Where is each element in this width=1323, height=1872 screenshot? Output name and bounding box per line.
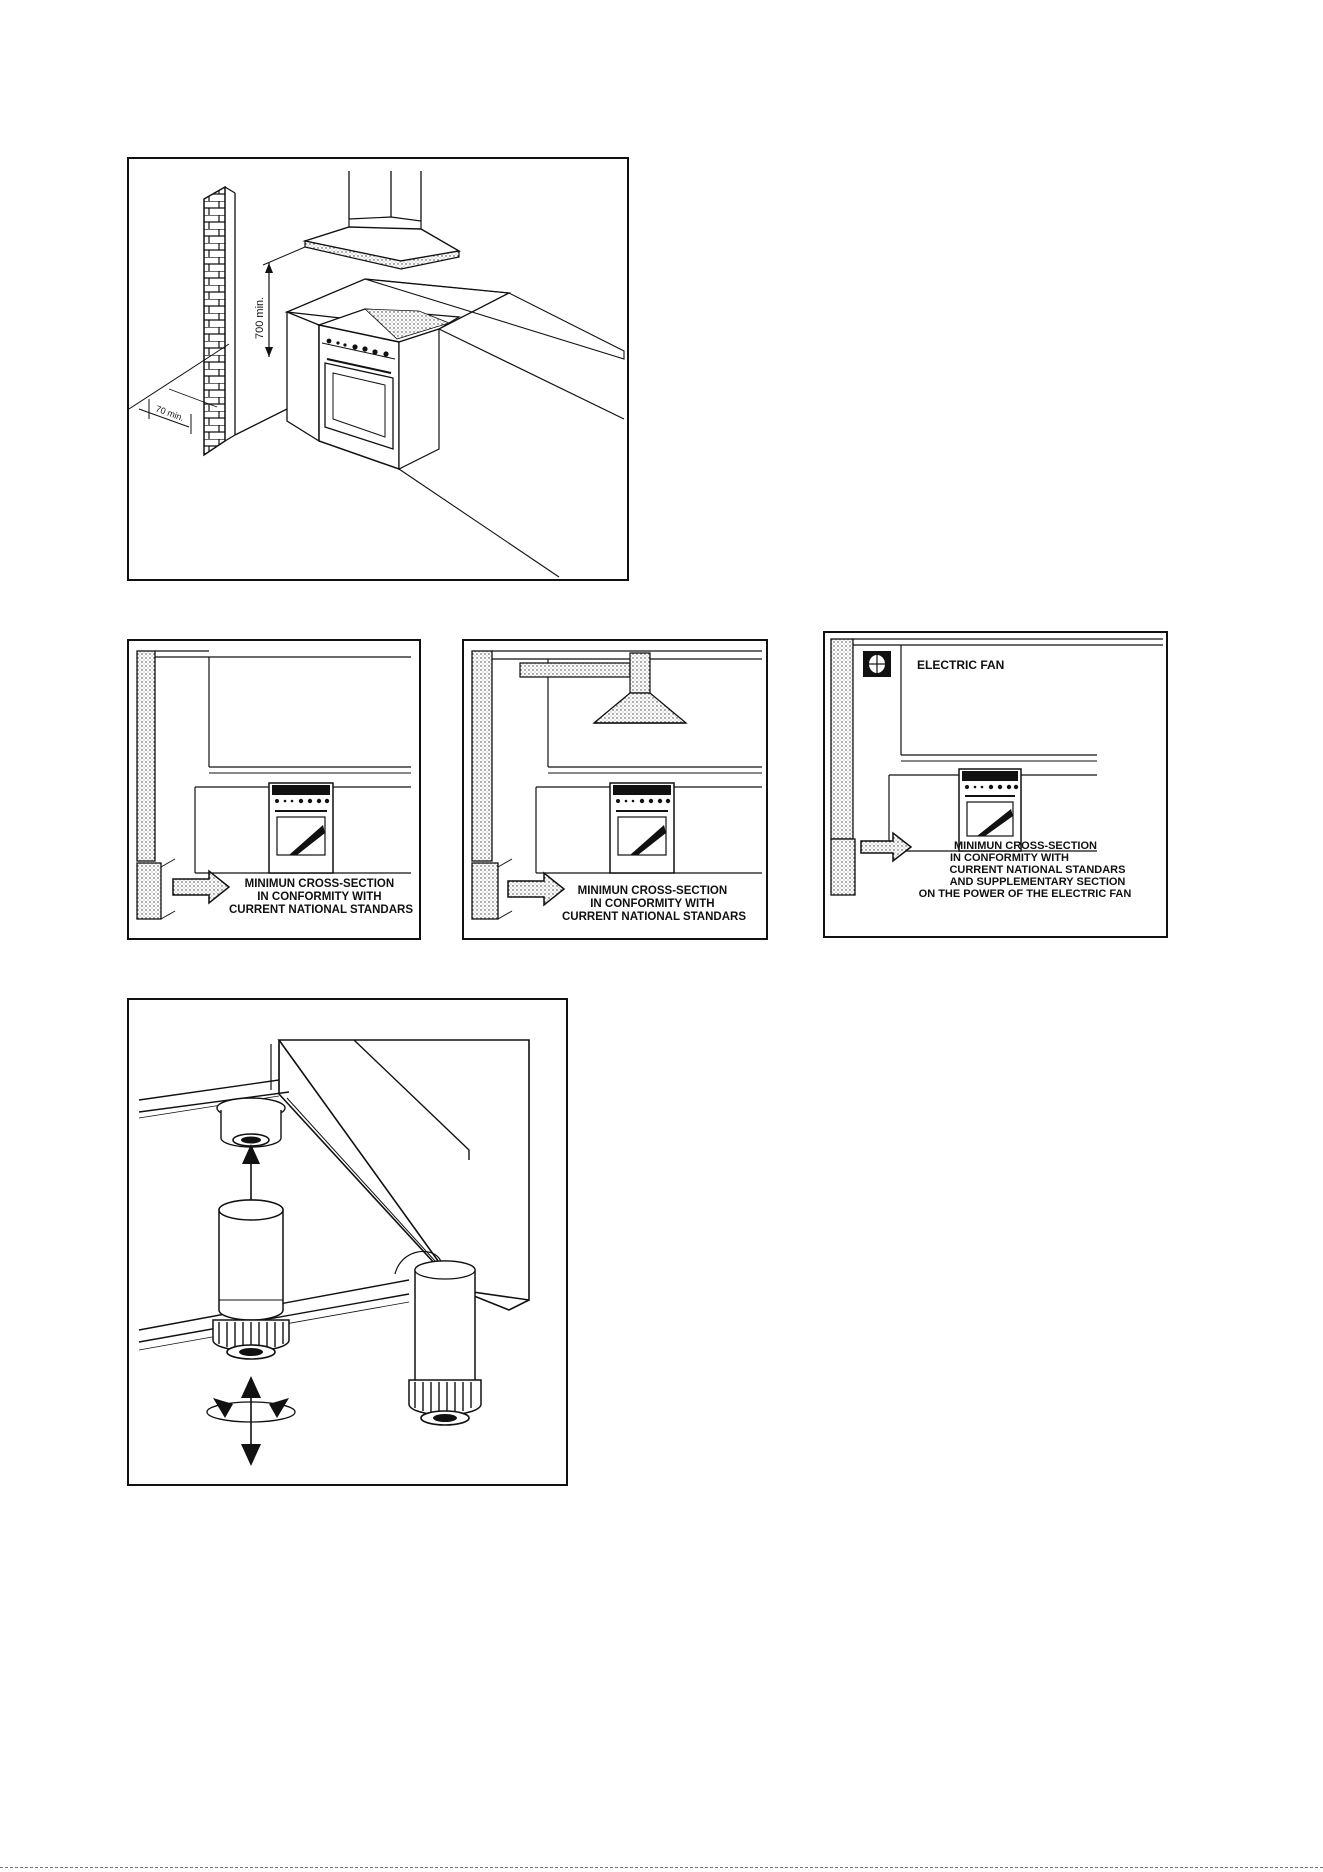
- ventilation-basic-drawing: [129, 641, 419, 938]
- figure-ventilation-hood: [462, 639, 768, 940]
- dimension-height-label: 700 min.: [254, 296, 266, 339]
- caption-line: MINIMUN CROSS-SECTION: [953, 840, 1097, 852]
- hood-clearance-drawing: [129, 159, 627, 579]
- arrow-down-icon: [241, 1444, 261, 1466]
- svg-text:MINIMUN CROSS-SECTION IN: [919, 840, 1132, 900]
- caption-line: ON THE POWER OF THE ELECTRIC FAN: [918, 888, 1132, 900]
- caption-line: AND SUPPLEMENTARY SECTION: [949, 876, 1126, 888]
- caption-line: IN CONFORMITY WITH: [257, 891, 382, 903]
- caption-line: CURRENT NATIONAL STANDARS: [562, 911, 746, 923]
- figure-adjustable-feet: [127, 998, 568, 1486]
- caption-line: IN CONFORMITY WITH: [590, 898, 715, 910]
- page-bottom-rule: [0, 1867, 1323, 1872]
- adjustable-feet-drawing: [129, 1000, 566, 1484]
- dimension-side-label: 70 min.: [154, 403, 186, 423]
- caption-line: MINIMUN CROSS-SECTION: [244, 878, 395, 890]
- caption-line: MINIMUN CROSS-SECTION: [577, 885, 728, 897]
- ventilation-fan-drawing: [825, 633, 1166, 936]
- electric-fan-label: ELECTRIC FAN: [917, 658, 1005, 672]
- figure-hood-clearance: [127, 157, 629, 581]
- caption-line: CURRENT NATIONAL STANDARS: [229, 904, 413, 916]
- ventilation-hood-drawing: [464, 641, 766, 938]
- figure-ventilation-basic: [127, 639, 421, 940]
- svg-text:MINIMUN CROSS-SECTION IN: [229, 878, 413, 916]
- caption-line: IN CONFORMITY WITH: [949, 852, 1069, 864]
- caption-line: CURRENT NATIONAL STANDARS: [949, 864, 1126, 876]
- arrow-up-icon: [241, 1376, 261, 1398]
- svg-text:MINIMUN CROSS-SECTION IN: [562, 885, 746, 923]
- figure-ventilation-fan: [823, 631, 1168, 938]
